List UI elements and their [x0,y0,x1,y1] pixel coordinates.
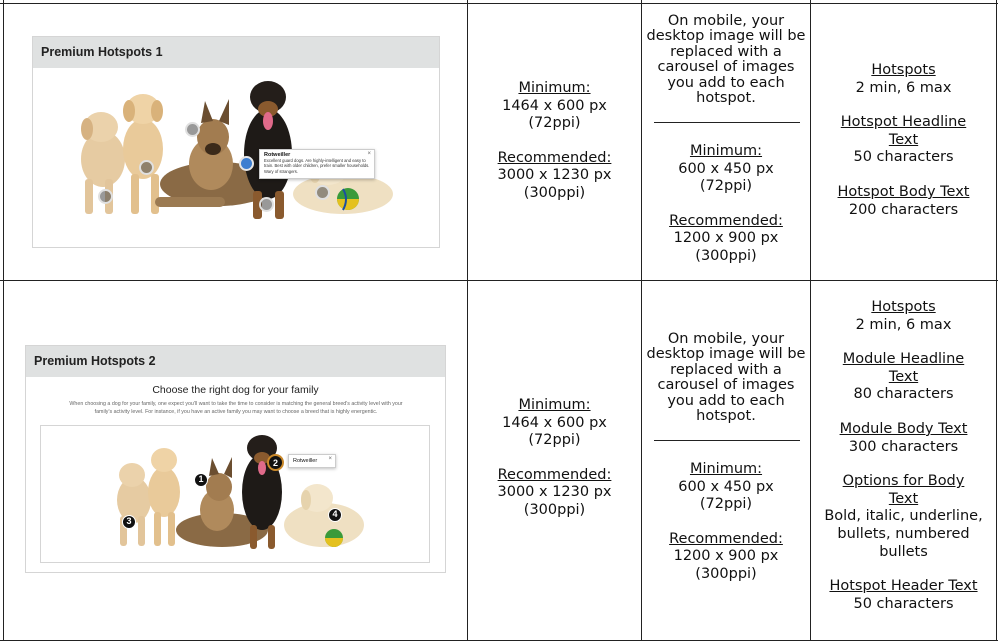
note-line: On mobile, your [667,13,785,29]
recommended-size: 3000 x 1230 px [497,167,612,184]
note-line: carousel of images [657,59,795,76]
minimum-size: 1464 x 600 px [502,97,607,114]
character-limits [811,299,996,613]
note-line: you add to each [667,392,785,409]
recommended-ppi: (300ppi) [523,501,586,518]
note-line: desktop image will be [646,346,806,363]
limit-label: Text [888,131,919,148]
limit-value: 80 characters [853,386,954,403]
minimum-label: Minimum: [689,461,763,477]
close-icon[interactable]: × [367,151,371,157]
inner-body-line: When choosing a dog for your family, one expect you'll want to take the time to consider is matching the general breed's activity level with your [69,401,403,407]
hotspot-marker[interactable] [185,122,200,137]
row-divider [0,280,998,281]
recommended-label: Recommended: [669,530,783,547]
table-border-left [3,0,4,641]
recommended-label: Recommended: [669,212,783,229]
hotspot-marker[interactable]: 3 [122,515,136,529]
inner-body [36,401,436,416]
limit-label: Text [888,368,919,385]
module-header: Premium Hotspots 2 [26,346,445,377]
recommended-label: Recommended: [497,466,612,483]
table-border-top [0,3,998,4]
hotspot-marker[interactable]: 4 [328,508,342,522]
inner-title: Choose the right dog for your family [152,384,319,396]
cell-separator [654,122,800,123]
hotspot-marker[interactable] [139,160,154,175]
hotspot-marker-active[interactable] [239,156,254,171]
note-line: you add to each [667,74,785,91]
minimum-ppi: (72ppi) [528,432,581,449]
hotspot-marker-active[interactable]: 2 [267,454,284,471]
limit-label: Options for Body [842,473,965,490]
note-line: On mobile, your [667,331,785,347]
recommended-size: 3000 x 1230 px [497,484,612,501]
limit-value: Bold, italic, underline, [824,508,983,525]
minimum-label: Minimum: [518,397,591,413]
limit-label: Hotspot Headline [840,114,967,131]
limit-label: Hotspots [871,62,936,78]
cell-separator [654,440,800,441]
recommended-ppi: (300ppi) [523,184,586,201]
minimum-ppi: (72ppi) [699,178,753,195]
hotspot-marker[interactable] [98,189,113,204]
limit-label: Hotspots [871,299,936,315]
note-line: hotspot. [696,90,756,107]
popup-body: Excellent guard dogs. Are highly-intelligent and easy to train. Best with older children, prefer smaller households. Wary of strangers. [264,158,370,174]
limit-value: 300 characters [848,438,959,455]
limit-value: 50 characters [853,595,954,612]
mobile-note [642,14,810,106]
mobile-note [642,332,810,424]
hotspot-marker[interactable]: 1 [194,473,208,487]
popup-title: Rotweiller [293,458,318,464]
note-line: desktop image will be [646,28,806,45]
limit-value: bullets [879,543,928,560]
limit-label: Text [888,490,919,507]
note-line: hotspot. [696,408,756,425]
popup-title: Rotweiller [264,152,291,158]
character-limits [811,62,996,219]
hotspot-marker[interactable] [259,197,274,212]
module-header: Premium Hotspots 1 [33,37,439,68]
hotspot-popup [259,149,375,179]
hotspot-marker[interactable] [315,185,330,200]
table-border-right [996,0,997,641]
table-border-bottom [0,640,998,641]
recommended-size: 1200 x 900 px [673,230,779,247]
limit-label: Module Headline [842,351,965,368]
limit-value: 2 min, 6 max [855,79,952,96]
minimum-size: 600 x 450 px [678,478,774,495]
limit-value: 50 characters [853,149,954,166]
note-line: carousel of images [657,377,795,394]
minimum-ppi: (72ppi) [699,496,753,513]
dogs-photo [104,430,374,558]
minimum-label: Minimum: [689,143,763,159]
minimum-size: 600 x 450 px [678,160,774,177]
hotspot-popup [288,454,336,468]
limit-value: bullets, numbered [837,525,970,542]
module-preview-2 [25,345,446,573]
limit-label: Hotspot Body Text [837,183,970,200]
inner-body-line: family's activity level. For instance, if you have an active family you may want to choose a breed that is highly energentic. [94,408,378,415]
limit-value: 200 characters [848,201,959,218]
recommended-ppi: (300ppi) [695,247,757,264]
mobile-image-specs [642,143,810,266]
desktop-image-specs [468,80,641,203]
close-icon[interactable]: × [328,456,332,462]
minimum-label: Minimum: [518,80,591,96]
minimum-size: 1464 x 600 px [502,414,607,431]
desktop-image-specs [468,397,641,520]
recommended-size: 1200 x 900 px [673,548,779,565]
limit-label: Hotspot Header Text [829,578,978,595]
limit-label: Module Body Text [839,420,968,437]
module-preview-1 [32,36,440,248]
note-line: replaced with a [670,43,782,60]
limit-value: 2 min, 6 max [855,316,952,333]
note-line: replaced with a [670,361,782,378]
recommended-label: Recommended: [497,149,612,166]
recommended-ppi: (300ppi) [695,565,757,582]
minimum-ppi: (72ppi) [528,115,581,132]
mobile-image-specs [642,461,810,584]
